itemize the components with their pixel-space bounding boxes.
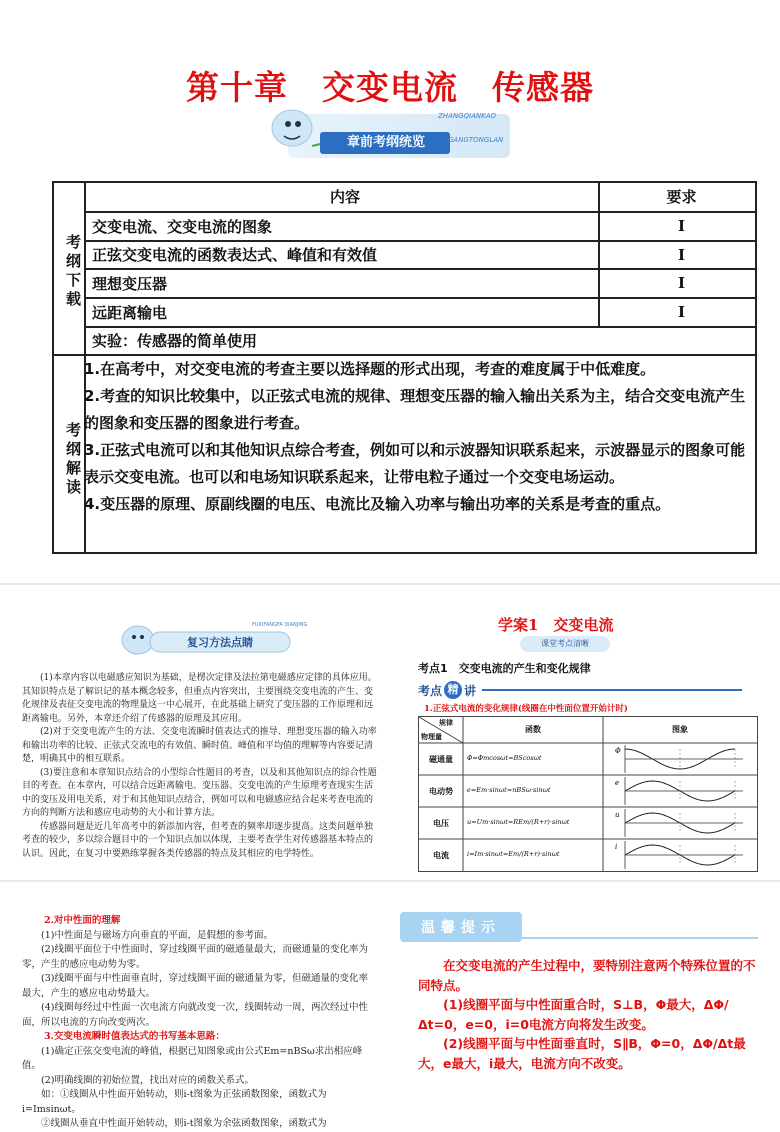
banner-pinyin-2: GANGTONGLAN [448, 136, 504, 144]
tip-point: (1)线圈平面与中性面重合时，S⊥B，Φ最大，ΔΦ/Δt=0，e=0，i=0电流方向将发生改变。 [418, 997, 729, 1032]
text-line: ②线圈从垂直中性面开始转动，则i-t图象为余弦函数图象，函数式为 [41, 1118, 327, 1129]
row-name: 电动势 [429, 787, 453, 796]
banner-pinyin-1: ZHANGQIANKAO [438, 112, 496, 120]
text-line: (1)中性面是与磁场方向垂直的平面，是假想的参考面。 [41, 929, 273, 941]
col-function: 函数 [525, 725, 541, 734]
row-name: 电压 [433, 819, 449, 828]
row-function: Φ=Φmcosωt=BScosωt [467, 754, 542, 762]
graph-axis-label: i [615, 843, 618, 851]
text-line: (2)线圈平面位于中性面时，穿过线圈平面的磁通量最大，而磁通量的变化率为零，产生的感应电动势为零。 [22, 944, 368, 970]
text-line: (4)线圈每经过中性面一次电流方向就改变一次，线圈转动一周，两次经过中性面，所以电流的方向改变两次。 [22, 1002, 368, 1028]
section-heading: 3.交变电流瞬时值表达式的书写基本思路： [44, 1031, 225, 1042]
corner-top: 规律 [439, 719, 453, 727]
review-banner-label: 复习方法点睛 [187, 636, 253, 649]
rule-table [418, 716, 758, 872]
kaodian-heading: 考点1 交变电流的产生和变化规律 [418, 662, 591, 675]
row-requirement: I [677, 245, 686, 264]
kaodian-tag-b: 精 [444, 681, 462, 699]
tip-lead: 在交变电流的产生过程中，要特别注意两个特殊位置的不同特点。 [418, 958, 756, 993]
text-line: (3)线圈平面与中性面垂直时，穿过线圈平面的磁通量为零，但磁通量的变化率最大，产生的感应电动势最大。 [22, 973, 368, 999]
class-banner [520, 636, 610, 652]
tip-point: (2)线圈平面与中性面垂直时，S∥B，Φ=0，ΔΦ/Δt最大，e最大，i最大，电流方向不改变。 [418, 1036, 746, 1071]
row-content: 远距离输电 [92, 303, 168, 322]
review-banner [120, 622, 308, 658]
interpretation-item: 4.变压器的原理、原副线圈的电压、电流比及输入功率与输出功率的关系是考查的重点。 [84, 495, 671, 513]
row-name: 磁通量 [429, 755, 453, 764]
interpretation-item: 3.正弦式电流可以和其他知识点综合考查，例如可以和示波器知识联系起来，示波器显示的图象可能表示交变电流。也可以和电场知识联系起来，让带电粒子通过一个交变电场运动。 [84, 441, 746, 486]
review-paragraph: (3)要注意和本章知识点结合的小型综合性题目的考查，以及和其他知识点的综合性题目的考查。在本章内，可以结合远距离输电、变压器、交变电流的产生原理考查现实生活中的变压及用电关系，对于和其他知识点结合，例如可以和电磁感应结合起来考查电流的方向的判断方法和感应电动势的大小和计算方法。 [22, 767, 377, 818]
graph-axis-label: u [615, 811, 620, 819]
tip-text [418, 956, 760, 1073]
interpretation-list [84, 356, 750, 518]
review-text [22, 672, 378, 861]
chapter-banner [268, 106, 512, 160]
kaodian-tag-c: 讲 [464, 683, 477, 698]
row-function: i=Im·sinωt=Em/(R+r)·sinωt [467, 850, 560, 858]
graph-axis-label: e [615, 779, 620, 787]
rule-subtitle: 1.正弦式电流的变化规律(线圈在中性面位置开始计时) [424, 704, 628, 714]
review-paragraph: 传感器问题是近几年高考中的新添加内容，但考查的频率却逐步提高。这类问题单独考查的较少，多以综合题目中的一个知识点加以体现，主要考查学生对传感器基本特点的认识。因此，在复习中要熟练掌握各类传感器的特点及其相应的电学特性。 [22, 821, 374, 859]
text-line: (2)明确线圈的初始位置，找出对应的函数关系式。 [41, 1074, 254, 1086]
kaodian-tag [418, 680, 742, 700]
review-paragraph: (2)对于交变电流产生的方法、交变电流瞬时值表达式的推导、理想变压器的输入功率和输出功率的比较、正弦式交流电的有效值、瞬时值、峰值和平均值的理解等内容要记清楚，明确其中的相互联系。 [22, 727, 377, 764]
row-requirement: I [677, 217, 686, 235]
chapter-title: 第十章 交变电流 传感器 [186, 68, 594, 107]
row-content: 交变电流、交变电流的图象 [92, 217, 273, 236]
experiment-row: 实验：传感器的简单使用 [92, 332, 258, 350]
text-line: (1)确定正弦交变电流的峰值，根据已知图象或由公式Em=nBSω求出相应峰值。 [22, 1045, 363, 1071]
header-requirement: 要求 [666, 188, 697, 206]
neutral-plane-text [22, 914, 376, 1132]
interpretation-item: 1.在高考中，对交变电流的考查主要以选择题的形式出现，考查的难度属于中低难度。 [84, 360, 656, 378]
interpretation-item: 2.考查的知识比较集中，以正弦式电流的规律、理想变压器的输入输出关系为主，结合交变电流产生的图象和变压器的图象进行考查。 [84, 387, 746, 432]
row-function: e=Em·sinωt=nBSω·sinωt [467, 786, 551, 794]
section-heading: 2.对中性面的理解 [44, 915, 121, 926]
graph-axis-label: Φ [615, 747, 621, 755]
row-content: 正弦交变电流的函数表达式、峰值和有效值 [92, 246, 378, 264]
header-content: 内容 [329, 188, 360, 206]
row-function: u=Um·sinωt=REm/(R+r)·sinωt [467, 818, 570, 826]
row-requirement: I [677, 274, 686, 292]
slide-divider [0, 583, 780, 585]
tip-rule [522, 937, 758, 939]
row-requirement: I [677, 303, 686, 321]
slide-divider [0, 880, 780, 882]
corner-bottom: 物理量 [421, 733, 442, 741]
tip-label: 温馨提示 [421, 920, 501, 936]
case-title: 学案1 交变电流 [498, 616, 614, 634]
side-label-interpret: 考纲解读 [64, 422, 82, 498]
tip-badge [400, 912, 522, 942]
col-graph: 图象 [672, 725, 688, 734]
text-line: 如：①线圈从中性面开始转动，则i-t图象为正弦函数图象，函数式为i=Imsinωt。 [22, 1089, 327, 1115]
review-paragraph: (1)本章内容以电磁感应知识为基础，是楞次定律及法拉第电磁感应定律的具体应用。其知识特点是了解识记的基本概念较多，但重点内容突出，主要围绕交变电流的产生、变化规律及表征交变电流的物理量这一中心展开，在此基础上研究了变压器的工作原理和远距离输电。另外，本章还介绍了传感器的原理及其应用。 [22, 673, 377, 724]
row-content: 理想变压器 [92, 274, 168, 293]
side-label-syllabus: 考纲下载 [64, 234, 82, 310]
review-banner-pinyin: FUXIFANGFA DIANJING [252, 622, 308, 628]
waveform-graphs [603, 743, 757, 871]
class-banner-label: 课堂考点清晰 [541, 639, 589, 648]
kaodian-tag-a: 考点 [418, 683, 443, 698]
banner-label: 章前考纲统览 [346, 135, 425, 150]
row-name: 电流 [433, 851, 449, 860]
